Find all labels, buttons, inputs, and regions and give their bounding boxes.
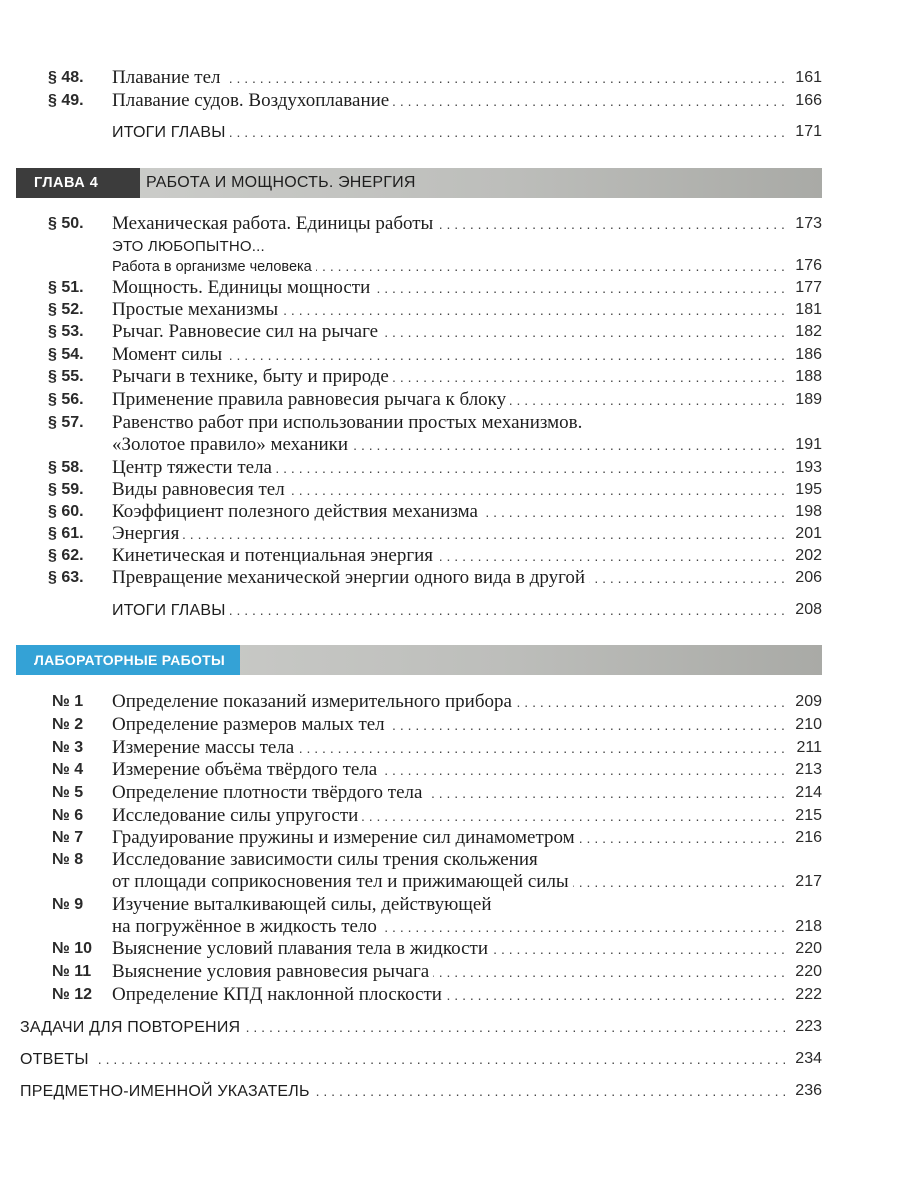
page-number: 211 <box>796 739 822 756</box>
toc-entry-63[interactable] <box>0 566 900 590</box>
page-number: 208 <box>795 601 822 618</box>
entry-title: ЗАДАЧИ ДЛЯ ПОВТОРЕНИЯ <box>20 1019 244 1036</box>
toc-entry-53[interactable] <box>0 320 900 344</box>
entry-title: Виды равновесия тел <box>112 479 289 500</box>
entry-title: Момент силы <box>112 344 226 365</box>
section-number: § 62. <box>48 547 84 564</box>
entry-title: Энергия <box>112 523 183 544</box>
page-number: 217 <box>795 873 822 890</box>
entry-title: ИТОГИ ГЛАВЫ <box>112 602 230 619</box>
page-number: 177 <box>795 279 822 296</box>
page-number: 215 <box>795 807 822 824</box>
entry-title: Кинетическая и потенциальная энергия <box>112 545 437 566</box>
toc-entry-56[interactable] <box>0 388 900 412</box>
lab-entry-8-cont[interactable] <box>0 870 900 894</box>
section-number: § 61. <box>48 525 84 542</box>
toc-entry-chapter3-summary[interactable] <box>0 120 900 144</box>
entry-title: Исследование силы упругости <box>112 805 362 826</box>
section-number: § 48. <box>48 69 84 86</box>
entry-title: Простые механизмы <box>112 299 282 320</box>
lab-number: № 8 <box>52 851 84 868</box>
toc-entry-51[interactable] <box>0 276 900 300</box>
entry-title: Мощность. Единицы мощности <box>112 277 374 298</box>
lab-entry-9-cont[interactable] <box>0 915 900 939</box>
entry-title: Центр тяжести тела <box>112 457 276 478</box>
entry-title: Изучение выталкивающей силы, действующей <box>112 894 496 915</box>
page-number: 214 <box>795 784 822 801</box>
entry-title: Плавание тел <box>112 67 225 88</box>
page-number: 210 <box>795 716 822 733</box>
toc-entry-57[interactable] <box>0 411 900 435</box>
page-number: 222 <box>795 986 822 1003</box>
entry-title: Определение размеров малых тел <box>112 714 389 735</box>
toc-entry-61[interactable] <box>0 522 900 546</box>
lab-entry-2[interactable] <box>0 713 900 737</box>
page-number: 176 <box>795 257 822 274</box>
lab-entry-3[interactable] <box>0 736 900 760</box>
chapter-4-header <box>16 168 822 198</box>
section-number: § 52. <box>48 301 84 318</box>
toc-entry-59[interactable] <box>0 478 900 502</box>
lab-number: № 9 <box>52 896 84 913</box>
section-number: § 56. <box>48 391 84 408</box>
section-number: § 51. <box>48 279 84 296</box>
page-number: 198 <box>795 503 822 520</box>
page-number: 202 <box>795 547 822 564</box>
page-number: 195 <box>795 481 822 498</box>
toc-entry-review-problems[interactable] <box>0 1015 900 1039</box>
entry-title: Плавание судов. Воздухоплавание <box>112 90 393 111</box>
page-number: 220 <box>795 963 822 980</box>
lab-number: № 4 <box>52 761 84 778</box>
toc-entry-52[interactable] <box>0 298 900 322</box>
section-number: § 50. <box>48 215 84 232</box>
lab-number: № 10 <box>52 940 93 957</box>
page-number: 166 <box>795 92 822 109</box>
page-number: 181 <box>795 301 822 318</box>
lab-number: № 1 <box>52 693 84 710</box>
toc-entry-49[interactable] <box>0 89 900 113</box>
lab-number: № 3 <box>52 739 84 756</box>
section-number: § 57. <box>48 414 84 431</box>
lab-number: № 12 <box>52 986 93 1003</box>
lab-entry-7[interactable] <box>0 826 900 850</box>
toc-entry-62[interactable] <box>0 544 900 568</box>
entry-title: Равенство работ при использовании простых механизмов. <box>112 412 586 433</box>
toc-entry-57-cont[interactable] <box>0 433 900 457</box>
entry-title: Определение показаний измерительного прибора <box>112 691 516 712</box>
page-number: 213 <box>795 761 822 778</box>
toc-entry-50[interactable] <box>0 212 900 236</box>
page-number: 201 <box>795 525 822 542</box>
page-number: 173 <box>795 215 822 232</box>
section-number: § 63. <box>48 569 84 586</box>
page-number: 223 <box>795 1018 822 1035</box>
lab-works-label: ЛАБОРАТОРНЫЕ РАБОТЫ <box>16 645 240 675</box>
page-number: 189 <box>795 391 822 408</box>
page-number: 209 <box>795 693 822 710</box>
lab-entry-12[interactable] <box>0 983 900 1007</box>
page-number: 182 <box>795 323 822 340</box>
section-number: § 60. <box>48 503 84 520</box>
entry-title: Коэффициент полезного действия механизма <box>112 501 482 522</box>
lab-number: № 2 <box>52 716 84 733</box>
entry-title: Рычаги в технике, быту и природе <box>112 366 393 387</box>
page-number: 236 <box>795 1082 822 1099</box>
section-number: § 58. <box>48 459 84 476</box>
page-number: 161 <box>795 69 822 86</box>
page-number: 216 <box>795 829 822 846</box>
entry-title: Превращение механической энергии одного вида в другой <box>112 567 589 588</box>
page-number: 188 <box>795 368 822 385</box>
lab-number: № 6 <box>52 807 84 824</box>
lab-entry-5[interactable] <box>0 781 900 805</box>
toc-entry-48[interactable] <box>0 66 900 90</box>
section-number: § 55. <box>48 368 84 385</box>
entry-title: Рычаг. Равновесие сил на рычаге <box>112 321 382 342</box>
section-number: § 59. <box>48 481 84 498</box>
toc-entry-58[interactable] <box>0 456 900 480</box>
section-number: § 54. <box>48 346 84 363</box>
entry-title: Работа в организме человека <box>112 259 316 275</box>
page-number: 218 <box>795 918 822 935</box>
lab-entry-1[interactable] <box>0 690 900 714</box>
lab-entry-11[interactable] <box>0 960 900 984</box>
section-number: § 49. <box>48 92 84 109</box>
page-number: 234 <box>795 1050 822 1067</box>
page-number: 171 <box>795 123 822 140</box>
lab-entry-9[interactable] <box>0 893 900 917</box>
entry-title: Определение КПД наклонной плоскости <box>112 984 446 1005</box>
section-number: § 53. <box>48 323 84 340</box>
page-number: 193 <box>795 459 822 476</box>
toc-entry-54[interactable] <box>0 343 900 367</box>
entry-title: ПРЕДМЕТНО-ИМЕННОЙ УКАЗАТЕЛЬ <box>20 1083 314 1100</box>
chapter-title: РАБОТА И МОЩНОСТЬ. ЭНЕРГИЯ <box>146 174 416 191</box>
entry-title: ИТОГИ ГЛАВЫ <box>112 124 230 141</box>
page-number: 206 <box>795 569 822 586</box>
lab-entry-8[interactable] <box>0 848 900 872</box>
page-number: 220 <box>795 940 822 957</box>
entry-title: Определение плотности твёрдого тела <box>112 782 426 803</box>
lab-works-header <box>16 645 822 675</box>
toc-entry-interesting[interactable] <box>0 254 900 278</box>
toc-entry-55[interactable] <box>0 365 900 389</box>
entry-title: на погружённое в жидкость тело <box>112 916 381 937</box>
entry-title: ОТВЕТЫ <box>20 1051 93 1068</box>
lab-entry-10[interactable] <box>0 937 900 961</box>
lab-number: № 11 <box>52 963 92 980</box>
entry-title: Применение правила равновесия рычага к блоку <box>112 389 510 410</box>
chapter-label: ГЛАВА 4 <box>16 168 140 198</box>
entry-title: Выяснение условия равновесия рычага <box>112 961 433 982</box>
entry-title: Измерение объёма твёрдого тела <box>112 759 381 780</box>
toc-entry-60[interactable] <box>0 500 900 524</box>
page-number: 186 <box>795 346 822 363</box>
lab-entry-6[interactable] <box>0 804 900 828</box>
toc-entry-answers[interactable] <box>0 1047 900 1071</box>
toc-entry-index[interactable] <box>0 1079 900 1103</box>
entry-title: от площади соприкосновения тел и прижимающей силы <box>112 871 573 892</box>
entry-title: «Золотое правило» механики <box>112 434 352 455</box>
entry-title: Исследование зависимости силы трения скольжения <box>112 849 542 870</box>
entry-title: ЭТО ЛЮБОПЫТНО... <box>112 238 269 255</box>
entry-title: Градуирование пружины и измерение сил динамометром <box>112 827 579 848</box>
lab-number: № 5 <box>52 784 84 801</box>
toc-entry-chapter4-summary[interactable] <box>0 598 900 622</box>
entry-title: Выяснение условий плавания тела в жидкости <box>112 938 492 959</box>
lab-number: № 7 <box>52 829 84 846</box>
page-number: 191 <box>795 436 822 453</box>
entry-title: Механическая работа. Единицы работы <box>112 213 437 234</box>
lab-entry-4[interactable] <box>0 758 900 782</box>
entry-title: Измерение массы тела <box>112 737 298 758</box>
